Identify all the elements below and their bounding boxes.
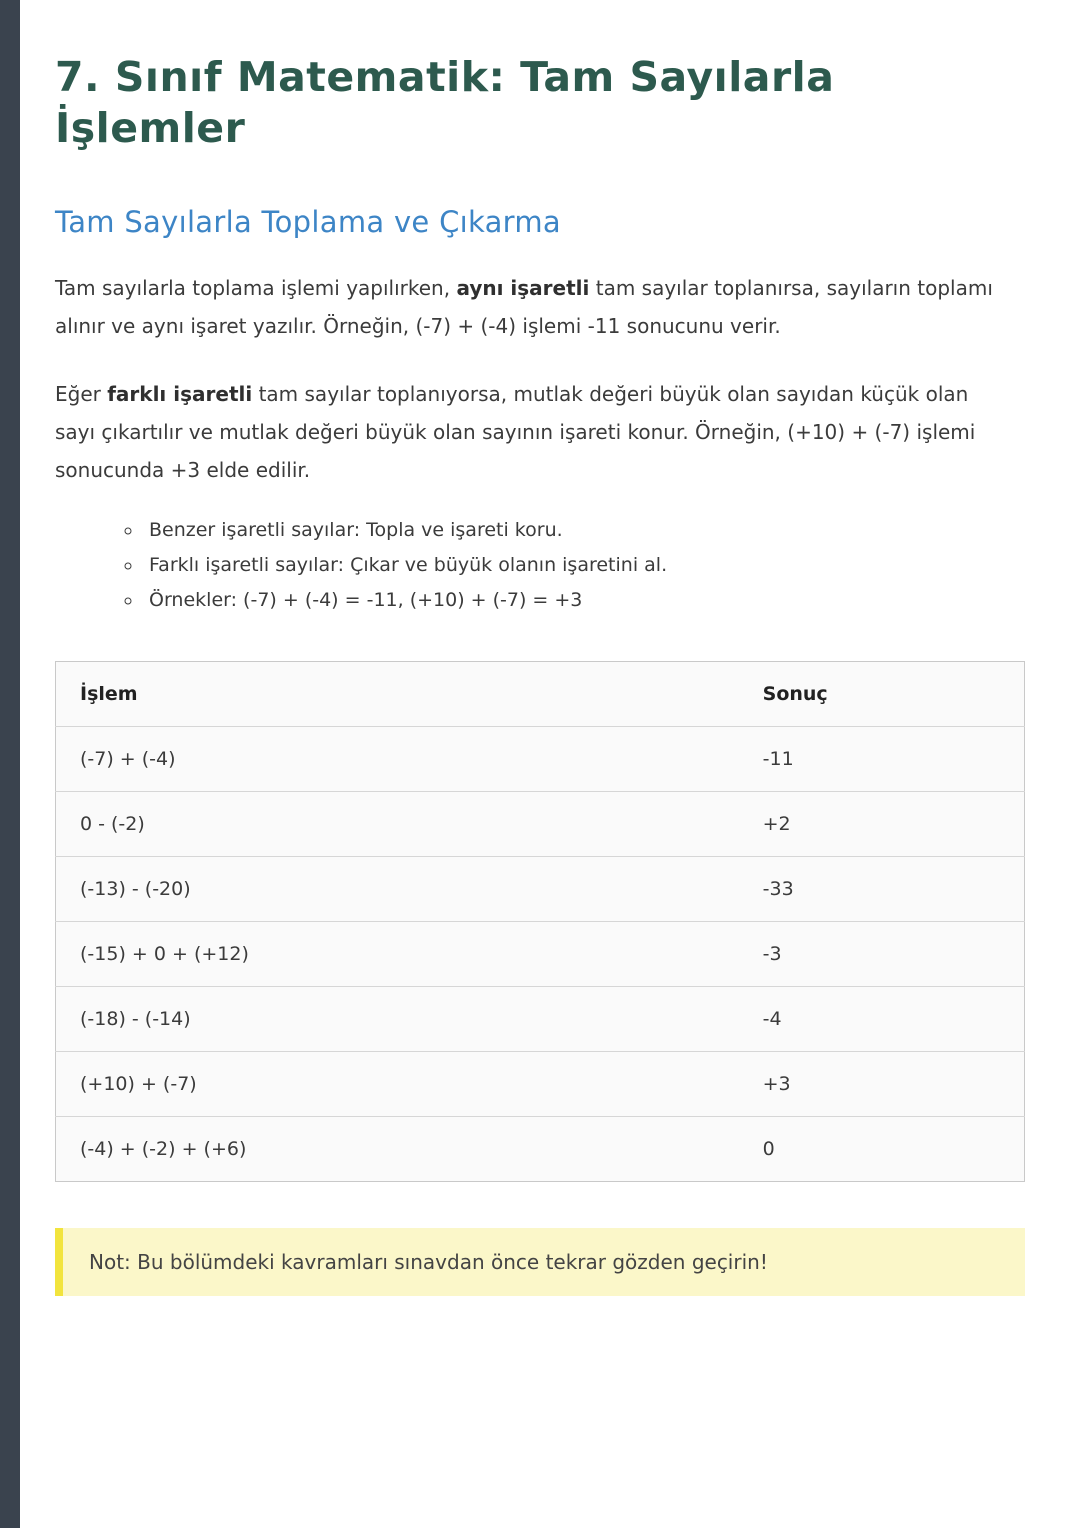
key-point-item: ◦ Farklı işaretli sayılar: Çıkar ve büyük olanın işaretini al. <box>143 550 1025 581</box>
cell-sonuc: +2 <box>739 791 1025 856</box>
left-accent-strip <box>0 0 20 1528</box>
table-row <box>56 791 1025 856</box>
paragraph-1-bold-term: aynı işaretli <box>456 275 590 300</box>
cell-islem: (-18) - (-14) <box>56 986 739 1051</box>
table-header-islem: İşlem <box>56 661 739 726</box>
paragraph-2-text-post: tam sayılar toplanıyorsa, mutlak değeri büyük olan sayıdan küçük olan sayı çıkartılır ve mutlak değeri büyük olan sayının işareti konur. Örneğin, (+10) + (-7) işlemi sonucunda +3 elde edilir. <box>55 381 976 482</box>
cell-sonuc: -3 <box>739 921 1025 986</box>
table-row <box>56 726 1025 791</box>
cell-sonuc: 0 <box>762 1137 775 1160</box>
cell-sonuc: -4 <box>739 986 1025 1051</box>
table-header-row <box>56 661 1025 726</box>
cell-islem: (-15) + 0 + (+12) <box>56 921 739 986</box>
paragraph-1-text-pre: Tam sayılarla toplama işlemi yapılırken, <box>55 275 457 300</box>
key-point-item: ◦ Örnekler: (-7) + (-4) = -11, (+10) + (-7) = +3 <box>143 585 1025 616</box>
key-points-list <box>143 515 1025 617</box>
paragraph-1-text-post: tam sayılar toplanırsa, sayıların toplamı alınır ve aynı işaret yazılır. Örneğin, (-7) + (-4) işlemi -11 sonucunu verir. <box>55 275 993 338</box>
table-row <box>56 986 1025 1051</box>
cell-islem: 0 - (-2) <box>56 791 739 856</box>
cell-islem: (+10) + (-7) <box>56 1051 739 1116</box>
paragraph-2-text-pre: Eğer <box>55 381 108 406</box>
note-box <box>55 1228 1025 1296</box>
cell-islem: (-7) + (-4) <box>56 726 739 791</box>
paragraph-different-sign-rule <box>55 375 995 489</box>
table-row <box>56 921 1025 986</box>
operations-table <box>55 661 1025 1182</box>
note-text: Not: Bu bölümdeki kavramları sınavdan önce tekrar gözden geçirin! <box>89 1249 768 1274</box>
cell-islem: (-13) - (-20) <box>56 856 739 921</box>
cell-sonuc: +3 <box>739 1051 1025 1116</box>
table-row <box>56 1051 1025 1116</box>
page-title: 7. Sınıf Matematik: Tam Sayılarla İşlemler <box>55 53 835 153</box>
cell-islem: (-4) + (-2) + (+6) <box>80 1137 247 1160</box>
document-page <box>20 0 1080 1356</box>
cell-sonuc: -33 <box>739 856 1025 921</box>
operations-table-head <box>56 661 1025 726</box>
key-point-item: ◦ Benzer işaretli sayılar: Topla ve işareti koru. <box>143 515 1025 546</box>
paragraph-same-sign-rule <box>55 269 995 345</box>
table-row <box>56 1116 1025 1181</box>
section-title: Tam Sayılarla Toplama ve Çıkarma <box>55 204 561 239</box>
cell-sonuc: -11 <box>739 726 1025 791</box>
paragraph-2-bold-term: farklı işaretli <box>107 381 253 406</box>
table-row <box>56 856 1025 921</box>
operations-table-body <box>56 726 1025 1181</box>
table-header-sonuc: Sonuç <box>739 661 1025 726</box>
